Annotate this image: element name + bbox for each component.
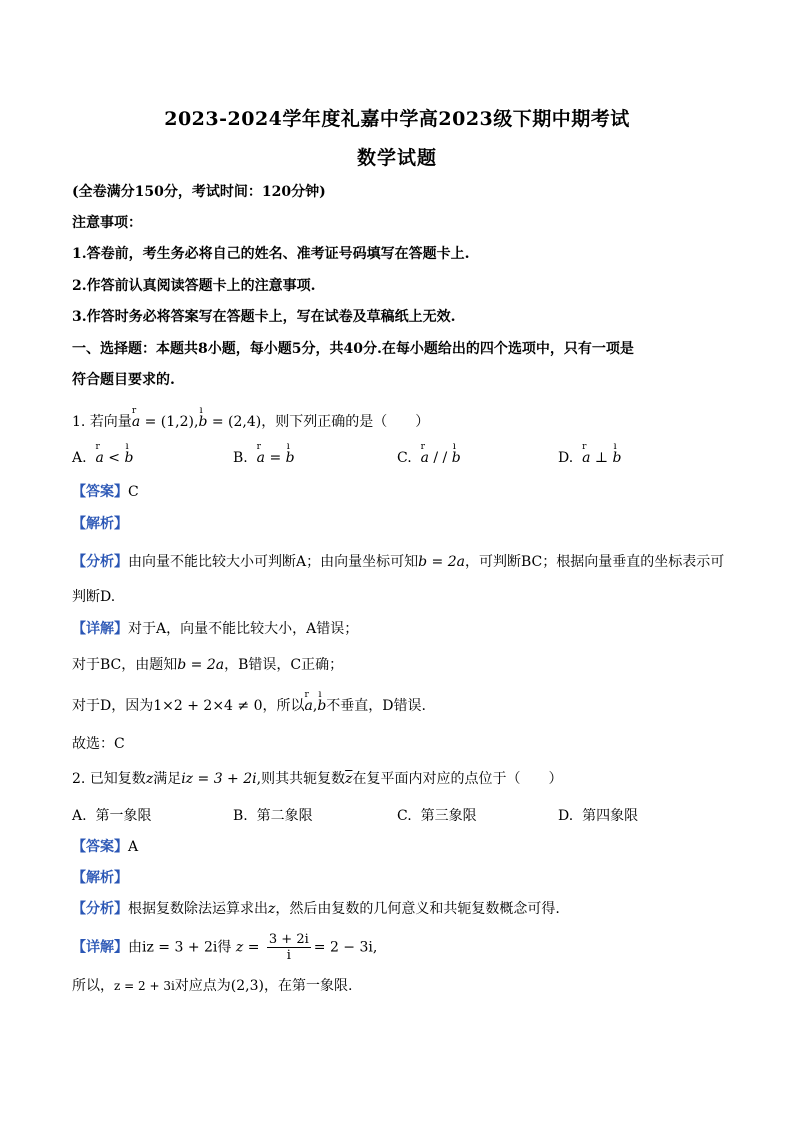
page-title: 2023-2024学年度礼嘉中学高2023级下期中期考试 — [164, 108, 630, 130]
exam-info: (全卷满分150分，考试时间：120分钟) — [72, 184, 326, 200]
option-a — [72, 806, 151, 826]
detail-tag: 【详解】 — [72, 939, 128, 956]
detail-text: 由 — [128, 939, 142, 956]
question-text: 已知复数 — [89, 771, 146, 787]
math-expr: b = 2a — [177, 657, 225, 673]
vector-b: ı b — [198, 412, 207, 432]
question-number: 1. — [72, 414, 86, 430]
fenxi-line-cont: 判断D. — [72, 589, 116, 605]
answer-value: C — [128, 484, 139, 500]
fenxi-text: 根据复数除法运算求出 — [128, 901, 268, 917]
page-subtitle: 数学试题 — [356, 147, 437, 169]
option-label: D. — [558, 808, 574, 824]
section-heading-cont: 符合题目要求的. — [72, 372, 175, 388]
question-text: 满足 — [153, 771, 182, 787]
question-text: 在复平面内对应的点位于（ ） — [352, 771, 563, 787]
vector-b: ı b — [613, 448, 622, 468]
answer-tag: 【答案】 — [72, 839, 128, 855]
option-label: A. — [72, 450, 87, 466]
detail-line: 对于D，因为1×2 + 2×4 ≠ 0，所以r a,ı b不垂直，D错误. — [72, 696, 426, 716]
question-text: ,则其共轭复数 — [256, 771, 346, 787]
analysis-tag: 【解析】 — [72, 870, 128, 886]
detail-text: 对应点为 — [174, 978, 231, 994]
option-text: 第四象限 — [582, 808, 639, 824]
answer-value: A — [128, 839, 139, 855]
math-expr: iz = 3 + 2i — [142, 939, 218, 956]
numerator: 3 + 2i — [268, 932, 309, 947]
fenxi-tag: 【分析】 — [72, 901, 128, 917]
detail-line — [72, 619, 358, 639]
math-expr: b = 2a — [418, 554, 465, 570]
option-d — [558, 448, 622, 468]
relation: ⊥ — [590, 450, 613, 466]
analysis-heading — [72, 514, 128, 534]
conjugate-z: $\overline{z}$ — [345, 771, 353, 787]
detail-text: ，所以 — [262, 698, 305, 714]
option-label: D. — [558, 450, 574, 466]
detail-text: 得 — [217, 939, 232, 956]
relation: / / — [428, 450, 452, 466]
fenxi-tag: 【分析】 — [72, 554, 128, 570]
detail-text: ，在第一象限. — [264, 978, 353, 994]
detail-line — [72, 655, 343, 675]
vector-b: ı b — [452, 448, 461, 468]
fenxi-line — [72, 552, 724, 572]
option-label: C. — [397, 450, 412, 466]
option-b — [233, 448, 295, 468]
math-expr: (2,3) — [230, 978, 264, 994]
detail-line: 【详解】由iz = 3 + 2i得 z = $\frac{3 + 2i}{i}$ = 2 − 3i, — [72, 932, 378, 963]
relation: < — [103, 450, 125, 466]
question-1 — [72, 412, 429, 432]
option-label: B. — [233, 808, 248, 824]
detail-text: 不垂直，D错误. — [326, 698, 426, 714]
math-expr: 1×2 + 2×4 ≠ 0 — [153, 698, 263, 714]
notice-item: 1.答卷前，考生务必将自己的姓名、准考证号码填写在答题卡上. — [72, 246, 470, 262]
fraction — [267, 932, 311, 963]
question-2 — [72, 769, 562, 789]
question-text: 若向量 — [89, 414, 132, 430]
detail-text: 对于D，因为 — [72, 698, 154, 714]
section-heading: 一、选择题：本题共8小题，每小题5分，共40分.在每小题给出的四个选项中，只有一项是 — [72, 341, 634, 357]
option-label: C. — [397, 808, 412, 824]
option-a — [72, 448, 133, 468]
option-text: 第一象限 — [95, 808, 152, 824]
vector-a: r a — [421, 448, 429, 468]
vector-a: r a — [132, 412, 140, 432]
fenxi-text: ，然后由复数的几何意义和共轭复数概念可得. — [275, 901, 560, 917]
option-c — [397, 806, 477, 826]
option-text: 第二象限 — [256, 808, 313, 824]
detail-line — [72, 976, 352, 996]
option-b — [233, 806, 313, 826]
option-text: 第三象限 — [420, 808, 477, 824]
notice-item: 2.作答前认真阅读答题卡上的注意事项. — [72, 278, 316, 294]
detail-tag: 【详解】 — [72, 621, 128, 637]
denominator: i — [286, 948, 291, 963]
option-label: B. — [233, 450, 248, 466]
math-expr: z = 2 + 3i — [114, 979, 175, 993]
fenxi-line — [72, 899, 560, 919]
question-text: ，则下列正确的是（ ） — [261, 414, 430, 430]
answer-line — [72, 837, 138, 857]
fenxi-text: 由向量不能比较大小可判断A；由向量坐标可知 — [128, 554, 419, 570]
answer-tag: 【答案】 — [72, 484, 128, 500]
math-text: = (1,2), — [140, 414, 199, 430]
math-text: = (2,4) — [207, 414, 262, 430]
detail-text: 对于BC，由题知 — [72, 657, 178, 673]
analysis-tag: 【解析】 — [72, 516, 128, 532]
notice-heading: 注意事项： — [72, 215, 142, 231]
answer-line — [72, 482, 139, 502]
relation: = — [265, 450, 286, 466]
vector-a: r a — [257, 448, 265, 468]
detail-text: 所以， — [72, 978, 114, 994]
detail-text: ，B错误，C正确； — [224, 657, 344, 673]
option-c — [397, 448, 461, 468]
vector-a: r a — [305, 696, 313, 716]
detail-text: 对于A，向量不能比较大小，A错误； — [128, 621, 359, 637]
vector-b: ı b — [286, 448, 295, 468]
fenxi-text: ，可判断BC；根据向量垂直的坐标表示可 — [464, 554, 725, 570]
math-var: z — [268, 901, 276, 917]
analysis-heading — [72, 868, 128, 888]
math-expr: = 2 − 3i — [313, 939, 373, 956]
notice-item: 3.作答时务必将答案写在答题卡上，写在试卷及草稿纸上无效. — [72, 309, 456, 325]
math-var: z — [235, 939, 244, 956]
vector-b: ı b — [317, 696, 326, 716]
vector-a: r a — [582, 448, 590, 468]
conclusion: 故选：C — [72, 736, 125, 752]
math-expr: iz = 3 + 2i — [181, 771, 257, 787]
option-d — [558, 806, 638, 826]
math-var: z — [145, 771, 154, 787]
option-label: A. — [72, 808, 87, 824]
vector-b: ı b — [124, 448, 133, 468]
question-number: 2. — [72, 771, 86, 787]
vector-a: r a — [95, 448, 103, 468]
